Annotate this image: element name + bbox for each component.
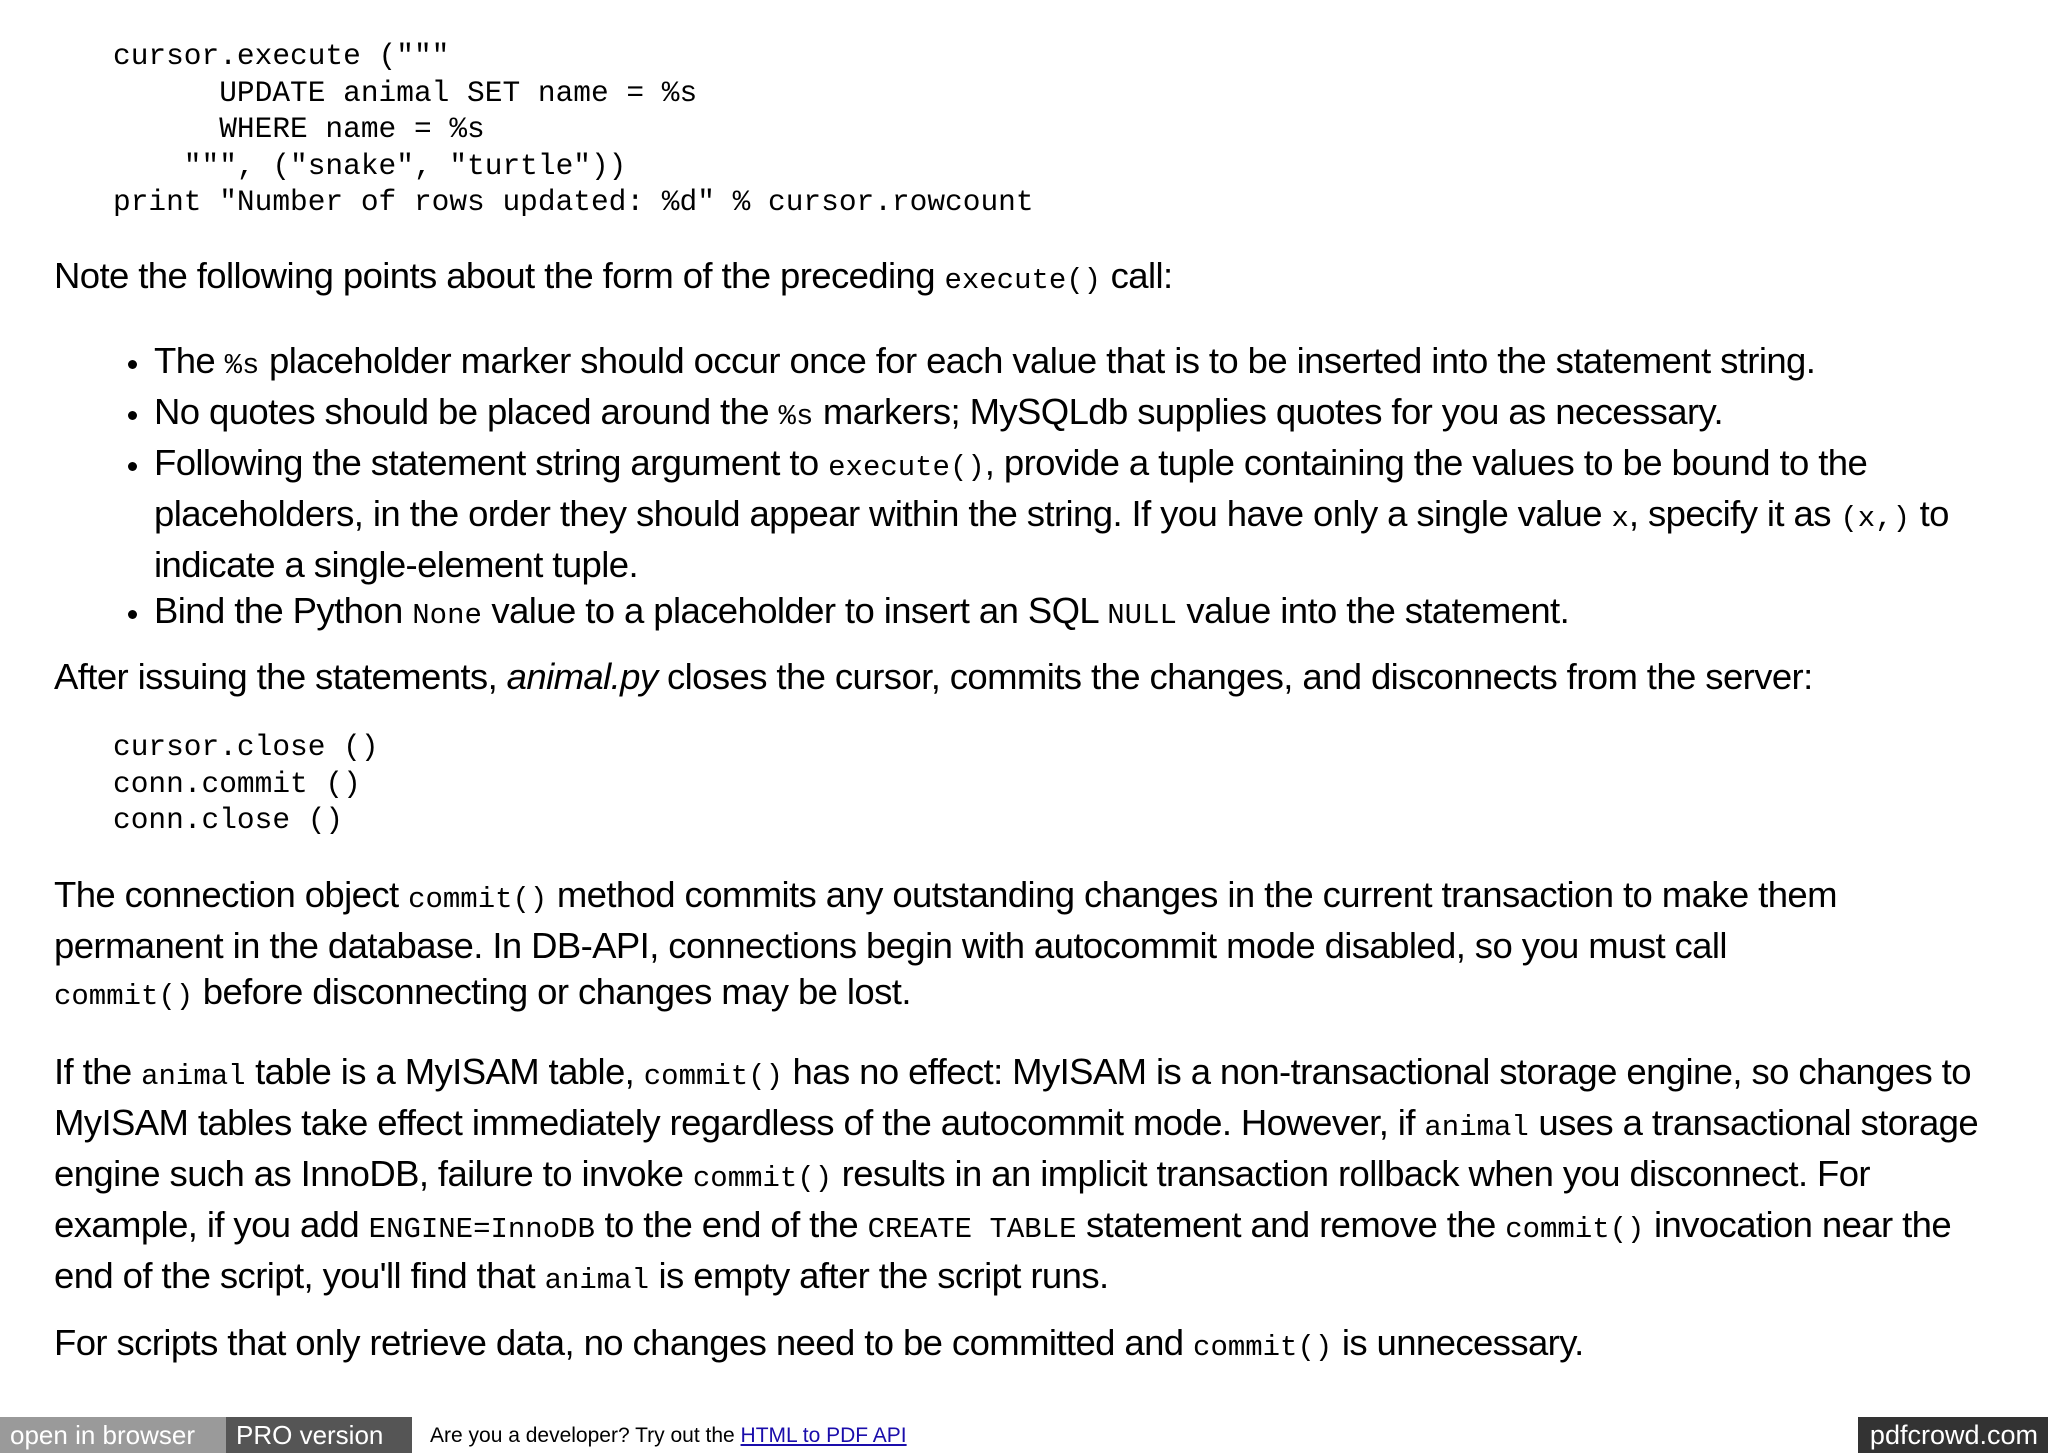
text-run: Following the statement string argument to <box>154 442 829 483</box>
text-run: For scripts that only retrieve data, no changes need to be committed and <box>54 1322 1194 1363</box>
code-line: cursor.execute (""" <box>113 39 450 73</box>
inline-code: commit() <box>54 980 194 1013</box>
developer-promo <box>430 1417 907 1453</box>
text-run: to the end of the <box>594 1204 868 1245</box>
inline-code: %s <box>778 400 814 433</box>
code-line: WHERE name = %s <box>113 112 485 146</box>
code-block-close <box>113 729 379 839</box>
text-run: If the <box>54 1051 142 1092</box>
bullet-list <box>54 338 2014 639</box>
inline-code: execute() <box>828 451 985 484</box>
text-run: , provide a tuple containing the values to be bound to the placeholders, in the order they should appear within the string. If you have only a single value <box>154 442 1868 534</box>
inline-code: (x,) <box>1840 502 1911 535</box>
text-run: value to a placeholder to insert an SQL <box>481 590 1108 631</box>
text-run: has no effect: MyISAM is a non-transactional storage engine, so changes to MyISAM tables take effect immediately regardless of the autocommit mode. However, if <box>54 1051 1971 1143</box>
inline-code: None <box>412 599 482 632</box>
text-run: method commits any outstanding changes in the current transaction to make them permanent in the database. In DB-API, connections begin with autocommit mode disabled, so you must call <box>54 874 1837 966</box>
inline-code: animal <box>544 1264 649 1297</box>
code-line: """, ("snake", "turtle")) <box>113 148 627 183</box>
code-line: conn.close () <box>113 803 344 837</box>
text-run: placeholder marker should occur once for each value that is to be inserted into the statement string. <box>259 340 1816 381</box>
inline-code: x <box>1611 502 1629 535</box>
text-run: is unnecessary. <box>1332 1322 1584 1363</box>
code-line: conn.commit () <box>113 766 361 801</box>
inline-code: commit() <box>408 883 548 916</box>
list-item <box>152 338 2014 389</box>
commit-paragraph <box>54 872 2014 1020</box>
text-run: call: <box>1101 255 1173 296</box>
after-paragraph <box>54 654 2014 700</box>
text-run: The <box>154 340 225 381</box>
code-line: print "Number of rows updated: %d" % cursor.rowcount <box>113 185 1034 219</box>
note-paragraph <box>54 253 2014 304</box>
text-run: markers; MySQLdb supplies quotes for you as necessary. <box>813 391 1724 432</box>
inline-code: commit() <box>1193 1331 1333 1364</box>
myisam-paragraph <box>54 1049 2014 1304</box>
text-run: value into the statement. <box>1176 590 1570 631</box>
text-run: to indicate a single-element tuple. <box>154 493 1949 585</box>
text-run: uses a transactional storage engine such as InnoDB, failure to invoke <box>54 1102 1979 1194</box>
open-in-browser-button[interactable]: open in browser <box>0 1417 226 1453</box>
inline-code: ENGINE=InnoDB <box>368 1213 595 1246</box>
pro-version-button[interactable]: PRO version <box>226 1417 412 1453</box>
text-run: The connection object <box>54 874 409 915</box>
list-item <box>152 440 2014 588</box>
inline-code: commit() <box>1505 1213 1645 1246</box>
list-item <box>152 389 2014 440</box>
inline-code: animal <box>141 1060 246 1093</box>
text-run: results in an implicit transaction rollback when you disconnect. For example, if you add <box>54 1153 1870 1245</box>
text-run: table is a MyISAM table, <box>245 1051 644 1092</box>
inline-code: commit() <box>692 1162 833 1195</box>
text-run: After issuing the statements, <box>54 656 507 697</box>
text-run: is empty after the script runs. <box>649 1255 1109 1296</box>
list-item <box>152 588 2014 639</box>
inline-code: %s <box>224 349 260 382</box>
text-run: Bind the Python <box>154 590 413 631</box>
code-line: cursor.close () <box>113 730 379 764</box>
pdfcrowd-footer <box>0 1417 2048 1453</box>
text-run: No quotes should be placed around the <box>154 391 779 432</box>
retrieve-paragraph <box>54 1320 2014 1371</box>
text-run: invocation near the end of the script, you'll find that <box>54 1204 1952 1296</box>
code-line: UPDATE animal SET name = %s <box>113 75 698 110</box>
html-to-pdf-api-link[interactable]: HTML to PDF API <box>740 1424 907 1447</box>
inline-code: commit() <box>643 1060 783 1093</box>
inline-code: execute() <box>944 264 1102 297</box>
inline-code: CREATE TABLE <box>867 1213 1077 1246</box>
pdfcrowd-brand-link[interactable]: pdfcrowd.com <box>1858 1417 2048 1453</box>
promo-text: Are you a developer? Try out the <box>430 1424 741 1447</box>
inline-code: animal <box>1424 1111 1529 1144</box>
code-block-update <box>113 38 1034 221</box>
text-run: statement and remove the <box>1076 1204 1506 1245</box>
text-run: , specify it as <box>1628 493 1841 534</box>
text-run: before disconnecting or changes may be lost. <box>193 971 911 1012</box>
inline-code: NULL <box>1107 599 1177 632</box>
text-run: closes the cursor, commits the changes, and disconnects from the server: <box>657 656 1813 697</box>
text-run: Note the following points about the form of the preceding <box>54 255 945 296</box>
filename-emphasis: animal.py <box>506 656 658 697</box>
